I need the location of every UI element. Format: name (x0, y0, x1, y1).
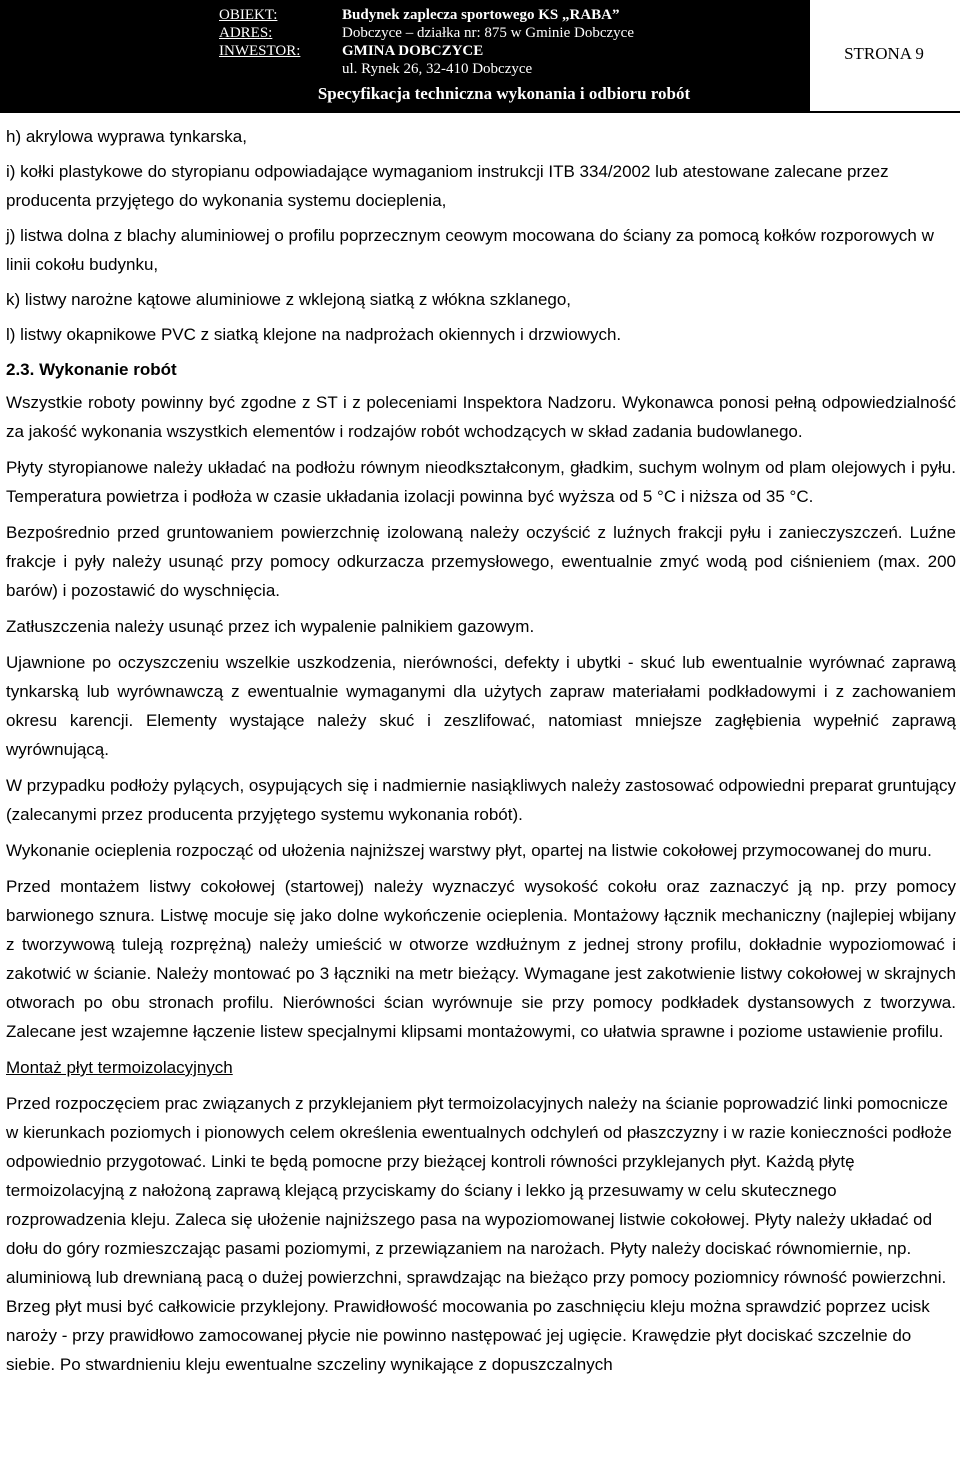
paragraph: Wykonanie ocieplenia rozpocząć od ułożenia najniższej warstwy płyt, opartej na listwie cokołowej przymocowanej do muru. (6, 841, 932, 860)
paragraph: Przed rozpoczęciem prac związanych z przyklejaniem płyt termoizolacyjnych należy na ścianie poprowadzić linki pomocnicze w kierunkach poziomych i pionowych celem określenia ewentualnych odchyleń od płaszczyzny i w razie konieczności podłoże odpowiednio przygotować. Linki te będą pomocne przy bieżącej kontroli równości przyklejanych płyt. Każdą płytę termoizolacyjną z nałożoną zaprawą klejącą przyciskamy do ściany i lekko ją przesuwamy w celu skutecznego rozprowadzenia kleju. Zaleca się ułożenie najniższego pasa na wypoziomowanej listwie cokołowej. Płyty należy układać od dołu do góry rozmieszczając pasami poziomymi, z przewiązaniem na narożach. Płyty należy dociskać równomiernie, np. aluminiową lub drewnianą pacą o dużej powierzchni, sprawdzając na bieżąco przy pomocy poziomnicy równość powierzchni. Brzeg płyt musi być całkowicie przyklejony. Prawidłowość mocowania po zaschnięciu kleju można sprawdzić poprzez ucisk naroży - przy prawidłowo zamocowanej płycie nie powinno następować jej ugięcie. Krawędzie płyt dociskać szczelnie do siebie. Po stwardnieniu kleju ewentualne szczeliny wynikające z dopuszczalnych (6, 1094, 952, 1374)
paragraph: Zatłuszczenia należy usunąć przez ich wypalenie palnikiem gazowym. (6, 617, 535, 636)
header-info (219, 6, 634, 78)
paragraph: W przypadku podłoży pylących, osypujących się i nadmiernie nasiąkliwych należy zastosować odpowiedni preparat gruntujący (zalecanymi przez producenta przyjętego systemu wykonania robót). (6, 776, 956, 824)
paragraph: Przed montażem listwy cokołowej (startowej) należy wyznaczyć wysokość cokołu oraz zaznaczyć ją np. przy pomocy barwionego sznura. Listwę mocuje się jako dolne wykończenie ocieplenia. Montażowy łącznik mechaniczny (najlepiej wbijany z tworzywową tuleją rozprężną) należy umieścić w otworze wzdłużnym z jednej strony profilu, dokładnie wypoziomować i zakotwić w ścianie. Należy montować po 3 łączniki na metr bieżący. Wymagane jest zakotwienie listwy cokołowej w skrajnych otworach po obu stronach profilu. Nierówności ścian wyrównuje sie przy pomocy podkładek dystansowych z tworzywa. Zalecane jest wzajemne łączenie listew specjalnymi klipsami montażowymi, co ułatwia sprawne i poziome ustawienie profilu. (6, 877, 956, 1041)
list-item: i) kołki plastykowe do styropianu odpowiadające wymaganiom instrukcji ITB 334/2002 lub atestowane zalecane przez producenta przyjętego do wykonania systemu docieplenia, (6, 162, 889, 210)
list-item: l) listwy okapnikowe PVC z siatką klejone na nadprożach okiennych i drzwiowych. (6, 325, 622, 344)
list-item: h) akrylowa wyprawa tynkarska, (6, 127, 247, 146)
spec-title: Specyfikacja techniczna wykonania i odbioru robót (317, 84, 691, 103)
page-number: STRONA 9 (844, 44, 924, 63)
paragraph: Płyty styropianowe należy układać na podłożu równym nieodkształconym, gładkim, suchym wolnym od plam olejowych i pyłu. Temperatura powietrza i podłoża w czasie układania izolacji powinna być wyższa od 5 °C i niższa od 35 °C. (6, 458, 956, 506)
header-divider (0, 111, 960, 113)
section-heading: 2.3. Wykonanie robót (6, 360, 177, 379)
page-header (0, 0, 960, 113)
inwestor-label: INWESTOR: (219, 43, 301, 59)
list-item: k) listwy narożne kątowe aluminiowe z wklejoną siatką z włókna szklanego, (6, 290, 572, 309)
inwestor-address: ul. Rynek 26, 32-410 Dobczyce (342, 61, 533, 77)
paragraph: Ujawnione po oczyszczeniu wszelkie uszkodzenia, nierówności, defekty i ubytki - skuć lub ewentualnie wyrównać zaprawą tynkarską lub wyrównawczą z ewentualnie wymaganymi dla użytych zapraw materiałami podkładowymi i z zachowaniem okresu karencji. Elementy wystające należy skuć i zeszlifować, natomiast mniejsze zagłębienia wypełnić zaprawą wyrównującą. (6, 653, 956, 759)
materials-list (6, 122, 956, 349)
header-left-block (0, 0, 200, 113)
list-item: j) listwa dolna z blachy aluminiowej o profilu poprzecznym ceowym mocowana do ściany za pomocą kołków rozporowych w linii cokołu budynku, (6, 226, 934, 274)
section-body (6, 388, 956, 1379)
document-body (6, 122, 956, 1386)
adres-value: Dobczyce – działka nr: 875 w Gminie Dobczyce (342, 25, 634, 41)
objekt-value: Budynek zaplecza sportowego KS „RABA” (342, 7, 620, 23)
subsection-heading: Montaż płyt termoizolacyjnych (6, 1058, 233, 1077)
paragraph: Wszystkie roboty powinny być zgodne z ST i z poleceniami Inspektora Nadzoru. Wykonawca ponosi pełną odpowiedzialność za jakość wykonania wszystkich elementów i rodzajów robót wchodzących w skład zadania budowlanego. (6, 393, 956, 441)
inwestor-value: GMINA DOBCZYCE (342, 43, 484, 59)
objekt-label: OBIEKT: (219, 7, 278, 23)
adres-label: ADRES: (219, 25, 273, 41)
paragraph: Bezpośrednio przed gruntowaniem powierzchnię izolowaną należy oczyścić z luźnych frakcji pyłu i zanieczyszczeń. Luźne frakcje i pyły należy usunąć przy pomocy odkurzacza przemysłowego, ewentualnie zmyć wodą pod ciśnieniem (max. 200 barów) i pozostawić do wyschnięcia. (6, 523, 956, 600)
